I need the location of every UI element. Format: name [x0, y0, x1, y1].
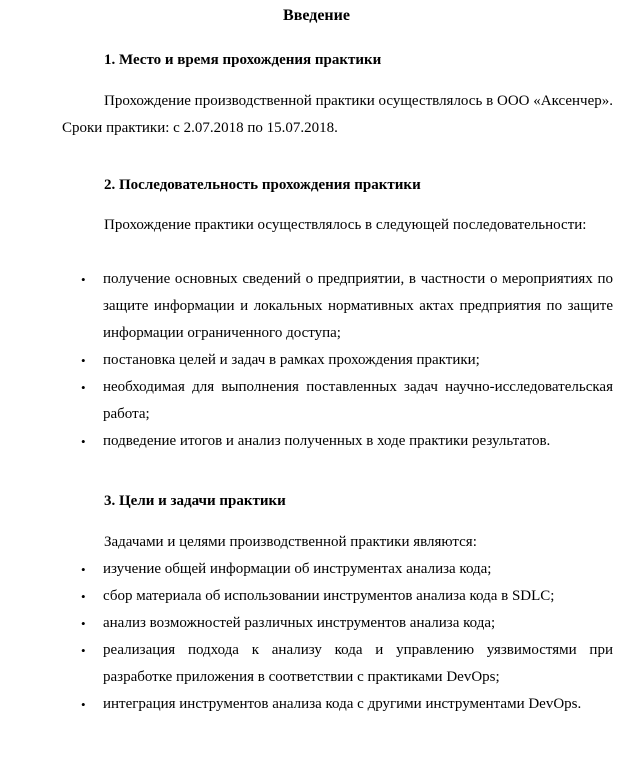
- list-item-text: интеграция инструментов анализа кода с другими инструментами DevOps.: [103, 696, 582, 712]
- bullet-icon: •: [81, 589, 86, 604]
- list-item: [0, 266, 613, 347]
- section-2-heading: 2. Последовательность прохождения практики: [104, 177, 421, 193]
- page-title: Введение: [283, 7, 350, 24]
- bullet-icon: •: [81, 434, 86, 449]
- section-3-paragraph: Задачами и целями производственной практики являются:: [104, 534, 477, 550]
- list-item: [0, 691, 613, 718]
- bullet-icon: •: [81, 380, 86, 395]
- section-3-heading: 3. Цели и задачи практики: [104, 493, 286, 509]
- list-item: [0, 637, 613, 691]
- section-1-paragraph: Прохождение производственной практики осуществлялось в ООО «Аксенчер». Сроки практики: с 2.07.2018 по 15.07.2018.: [62, 93, 613, 136]
- list-item: [0, 428, 613, 455]
- list-item-text: постановка целей и задач в рамках прохождения практики;: [103, 352, 480, 368]
- section-3-list: [0, 556, 633, 718]
- list-item-text: сбор материала об использовании инструментов анализа кода в SDLC;: [103, 588, 555, 604]
- bullet-icon: •: [81, 697, 86, 712]
- list-item: [0, 374, 613, 428]
- bullet-icon: •: [81, 562, 86, 577]
- list-item-text: необходимая для выполнения поставленных задач научно-исследовательская работа;: [103, 379, 613, 422]
- list-item-text: изучение общей информации об инструментах анализа кода;: [103, 561, 492, 577]
- list-item-text: реализация подхода к анализу кода и управлению уязвимостями при разработке приложения в соответствии с практиками DevOps;: [103, 642, 613, 685]
- section-2-list: [0, 266, 633, 455]
- bullet-icon: •: [81, 353, 86, 368]
- list-item: [0, 347, 613, 374]
- list-item: [0, 583, 613, 610]
- list-item-text: анализ возможностей различных инструментов анализа кода;: [103, 615, 496, 631]
- bullet-icon: •: [81, 616, 86, 631]
- list-item-text: получение основных сведений о предприятии, в частности о мероприятиях по защите информации и локальных нормативных актах предприятия по защите информации ограниченного доступа;: [103, 271, 613, 341]
- bullet-icon: •: [81, 272, 86, 287]
- list-item-text: подведение итогов и анализ полученных в ходе практики результатов.: [103, 433, 551, 449]
- section-1-heading: 1. Место и время прохождения практики: [104, 52, 382, 68]
- bullet-icon: •: [81, 643, 86, 658]
- list-item: [0, 610, 613, 637]
- list-item: [0, 556, 613, 583]
- section-2-paragraph: Прохождение практики осуществлялось в следующей последовательности:: [104, 217, 587, 233]
